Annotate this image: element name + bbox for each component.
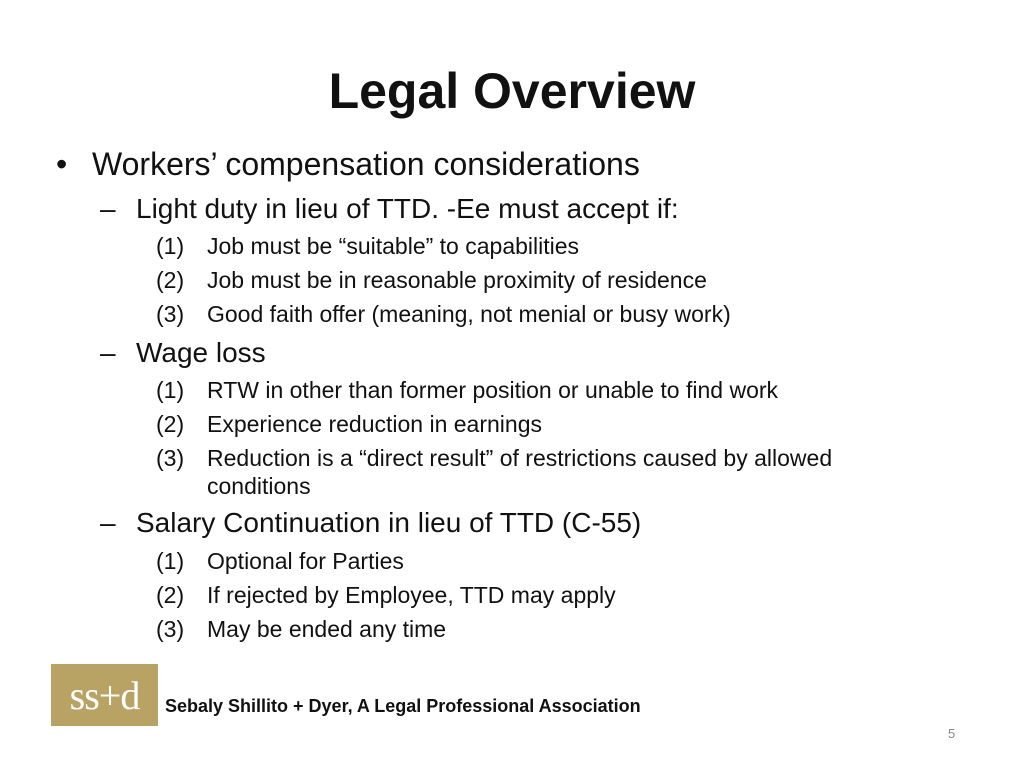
item-number: (3) bbox=[156, 445, 185, 471]
item-text: Job must be in reasonable proximity of residence bbox=[207, 267, 707, 293]
page-number: 5 bbox=[948, 726, 956, 741]
item-number: (1) bbox=[156, 233, 185, 259]
section-heading-text: Wage loss bbox=[136, 337, 266, 368]
item-number: (1) bbox=[156, 548, 185, 574]
item-number: (3) bbox=[156, 301, 185, 327]
firm-logo bbox=[51, 664, 158, 726]
item-number: (3) bbox=[156, 616, 185, 642]
item-number: (2) bbox=[156, 267, 185, 293]
item-text: Reduction is a “direct result” of restrictions caused by allowed bbox=[207, 445, 833, 471]
section-heading-text: Light duty in lieu of TTD. -Ee must accept if: bbox=[136, 193, 679, 224]
item-number: (1) bbox=[156, 377, 185, 403]
slide-title: Legal Overview bbox=[328, 63, 696, 119]
item-text: Optional for Parties bbox=[207, 548, 404, 574]
section-heading-text: Salary Continuation in lieu of TTD (C-55) bbox=[136, 507, 642, 538]
logo-text: ss+d bbox=[69, 673, 140, 718]
main-bullet-text: Workers’ compensation considerations bbox=[92, 146, 640, 182]
dash-marker: – bbox=[100, 193, 116, 224]
item-number: (2) bbox=[156, 411, 185, 437]
dash-marker: – bbox=[100, 337, 116, 368]
item-number: (2) bbox=[156, 582, 185, 608]
item-text: May be ended any time bbox=[207, 616, 447, 642]
item-text: Good faith offer (meaning, not menial or busy work) bbox=[207, 301, 731, 327]
item-text-continued: conditions bbox=[207, 473, 311, 499]
item-text: Experience reduction in earnings bbox=[207, 411, 542, 437]
item-text: RTW in other than former position or unable to find work bbox=[207, 377, 779, 403]
bullet-marker: • bbox=[56, 146, 68, 182]
item-text: If rejected by Employee, TTD may apply bbox=[207, 582, 616, 608]
item-text: Job must be “suitable” to capabilities bbox=[207, 233, 580, 259]
dash-marker: – bbox=[100, 507, 116, 538]
firm-name: Sebaly Shillito + Dyer, A Legal Professional Association bbox=[165, 696, 641, 716]
